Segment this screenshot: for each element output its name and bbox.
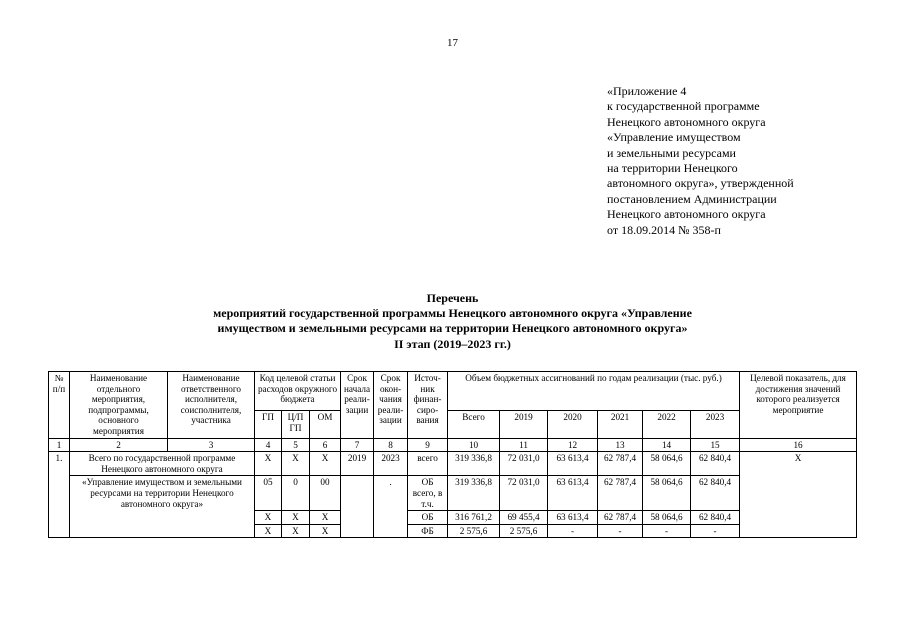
cell-gp: Х <box>255 452 282 476</box>
header-2023: 2023 <box>691 411 740 438</box>
cell-source: всего <box>408 452 448 476</box>
title-line: имуществом и земельными ресурсами на территории Ненецкого автономного округа» <box>217 321 688 336</box>
cell-target: Х <box>740 452 857 538</box>
header-budget-group: Объем бюджетных ассигнований по годам реализации (тыс. руб.) <box>448 372 740 411</box>
row-number: 1. <box>49 452 70 538</box>
header-2020: 2020 <box>548 411 598 438</box>
column-number: 13 <box>598 438 643 452</box>
page-number: 17 <box>447 37 458 49</box>
cell-start: 2019 <box>341 452 374 476</box>
cell-gp: Х <box>255 524 282 538</box>
cell-2022: 58 064,6 <box>643 452 691 476</box>
header-row <box>49 372 857 411</box>
cell-2022: - <box>643 524 691 538</box>
header-2021: 2021 <box>598 411 643 438</box>
measures-table <box>48 371 857 538</box>
cell-2020: 63 613,4 <box>548 476 598 511</box>
column-number: 7 <box>341 438 374 452</box>
header-executor: Наименование ответственного исполнителя, соисполнителя, участника <box>168 372 255 439</box>
column-number: 10 <box>448 438 500 452</box>
appendix-line: на территории Ненецкого <box>607 161 738 176</box>
cell-total: 316 761,2 <box>448 511 500 525</box>
cell-2023: 62 840,4 <box>691 511 740 525</box>
column-number: 2 <box>70 438 168 452</box>
cell-start-empty <box>341 476 374 538</box>
cell-cp: Х <box>282 452 310 476</box>
appendix-line: к государственной программе <box>607 99 760 114</box>
cell-2023: 62 840,4 <box>691 476 740 511</box>
column-number: 15 <box>691 438 740 452</box>
cell-2020: 63 613,4 <box>548 452 598 476</box>
cell-total: 319 336,8 <box>448 452 500 476</box>
appendix-line: Ненецкого автономного округа <box>607 114 766 129</box>
cell-end-dot: . <box>374 476 408 538</box>
cell-2021: 62 787,4 <box>598 452 643 476</box>
column-number: 16 <box>740 438 857 452</box>
appendix-line: и земельными ресурсами <box>607 145 736 160</box>
cell-2019: 72 031,0 <box>500 476 548 511</box>
column-number: 6 <box>310 438 341 452</box>
cell-gp: Х <box>255 511 282 525</box>
cell-cp: 0 <box>282 476 310 511</box>
column-number: 9 <box>408 438 448 452</box>
header-source: Источ-ник финан-сиро-вания <box>408 372 448 439</box>
cell-2021: 62 787,4 <box>598 511 643 525</box>
header-target: Целевой показатель, для достижения значений которого реализуется мероприятие <box>740 372 857 439</box>
header-name: Наименование отдельного мероприятия, подпрограммы, основного мероприятия <box>70 372 168 439</box>
column-number: 3 <box>168 438 255 452</box>
cell-om: Х <box>310 452 341 476</box>
column-number-row <box>49 438 857 452</box>
row-name-b: «Управление имуществом и земельными ресурсами на территории Ненецкого автономного округа» <box>70 476 255 538</box>
cell-2019: 72 031,0 <box>500 452 548 476</box>
header-2022: 2022 <box>643 411 691 438</box>
cell-om: Х <box>310 524 341 538</box>
cell-2020: 63 613,4 <box>548 511 598 525</box>
header-gp: ГП <box>255 411 282 438</box>
cell-2023: 62 840,4 <box>691 452 740 476</box>
header-start: Срок начала реали-зации <box>341 372 374 439</box>
appendix-line: постановлением Администрации <box>607 191 777 206</box>
title-line: II этап (2019–2023 гг.) <box>394 336 511 351</box>
cell-source: ОБ всего, в т.ч. <box>408 476 448 511</box>
title-line: мероприятий государственной программы Ненецкого автономного округа «Управление <box>213 306 692 321</box>
column-number: 11 <box>500 438 548 452</box>
appendix-line: Ненецкого автономного округа <box>607 207 766 222</box>
header-code-group: Код целевой статьи расходов окружного бюджета <box>255 372 341 411</box>
header-total: Всего <box>448 411 500 438</box>
header-om: ОМ <box>310 411 341 438</box>
cell-om: 00 <box>310 476 341 511</box>
cell-om: Х <box>310 511 341 525</box>
appendix-line: автономного округа», утвержденной <box>607 176 794 191</box>
cell-total: 319 336,8 <box>448 476 500 511</box>
header-num: № п/п <box>49 372 70 439</box>
table-row <box>49 452 857 476</box>
cell-2022: 58 064,6 <box>643 476 691 511</box>
cell-2022: 58 064,6 <box>643 511 691 525</box>
cell-2021: - <box>598 524 643 538</box>
column-number: 14 <box>643 438 691 452</box>
appendix-line: от 18.09.2014 № 358-п <box>607 222 721 237</box>
cell-2019: 69 455,4 <box>500 511 548 525</box>
cell-source: ФБ <box>408 524 448 538</box>
column-number: 1 <box>49 438 70 452</box>
cell-total: 2 575,6 <box>448 524 500 538</box>
appendix-block <box>607 84 794 238</box>
column-number: 5 <box>282 438 310 452</box>
appendix-line: «Приложение 4 <box>607 84 687 98</box>
column-number: 12 <box>548 438 598 452</box>
column-number: 4 <box>255 438 282 452</box>
appendix-line: «Управление имуществом <box>607 130 741 145</box>
header-end: Срок окон-чания реали-зации <box>374 372 408 439</box>
row-name-a: Всего по государственной программе Ненецкого автономного округа <box>70 452 255 476</box>
document-title <box>0 291 905 352</box>
table-row <box>49 476 857 511</box>
title-line: Перечень <box>426 291 479 305</box>
cell-cp: Х <box>282 511 310 525</box>
cell-2021: 62 787,4 <box>598 476 643 511</box>
cell-2020: - <box>548 524 598 538</box>
header-cp: Ц/П ГП <box>282 411 310 438</box>
cell-end: 2023 <box>374 452 408 476</box>
column-number: 8 <box>374 438 408 452</box>
cell-cp: Х <box>282 524 310 538</box>
header-2019: 2019 <box>500 411 548 438</box>
cell-gp: 05 <box>255 476 282 511</box>
cell-2019: 2 575,6 <box>500 524 548 538</box>
cell-source: ОБ <box>408 511 448 525</box>
cell-2023: - <box>691 524 740 538</box>
